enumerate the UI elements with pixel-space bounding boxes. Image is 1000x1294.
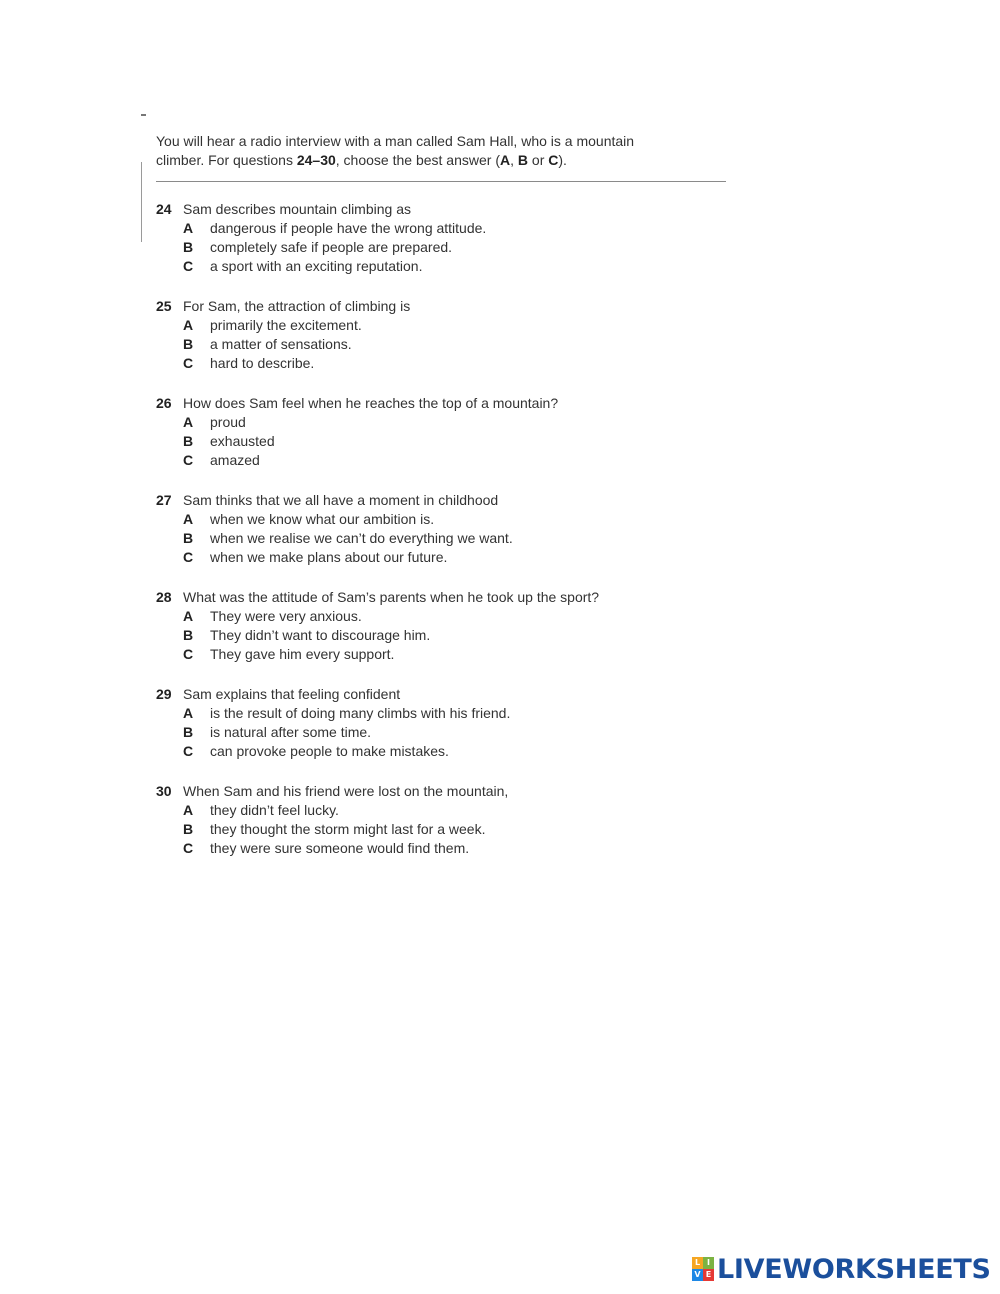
logo-icon-tile: V	[692, 1269, 703, 1281]
option-letter: B	[183, 239, 194, 255]
answer-option-a[interactable]	[156, 704, 756, 723]
question-number: 26	[156, 395, 172, 411]
option-letter: B	[183, 530, 194, 546]
answer-option-c[interactable]	[156, 645, 756, 664]
question-text: Sam explains that feeling confident	[183, 686, 401, 702]
option-text: can provoke people to make mistakes.	[210, 743, 449, 759]
instructions	[156, 132, 736, 170]
question-29	[156, 685, 756, 761]
option-text: They were very anxious.	[210, 608, 362, 624]
question-text: How does Sam feel when he reaches the top of a mountain?	[183, 395, 559, 411]
instructions-text: , choose the best answer (	[335, 152, 500, 168]
answer-option-b[interactable]	[156, 626, 756, 645]
question-stem	[156, 491, 756, 510]
instructions-line-1: You will hear a radio interview with a man called Sam Hall, who is a mountain	[156, 133, 635, 149]
question-number: 24	[156, 201, 172, 217]
question-30	[156, 782, 756, 858]
option-letter: B	[183, 821, 194, 837]
option-b-label: B	[517, 152, 529, 168]
question-27	[156, 491, 756, 567]
answer-option-b[interactable]	[156, 723, 756, 742]
question-stem	[156, 588, 756, 607]
option-letter: A	[183, 317, 194, 333]
option-text: completely safe if people are prepared.	[210, 239, 453, 255]
option-text: is the result of doing many climbs with his friend.	[210, 705, 511, 721]
margin-rule	[141, 162, 142, 242]
option-text: when we know what our ambition is.	[210, 511, 435, 527]
option-letter: A	[183, 705, 194, 721]
liveworksheets-logo-icon	[692, 1257, 714, 1281]
question-26	[156, 394, 756, 470]
option-text: They didn’t want to discourage him.	[210, 627, 431, 643]
option-letter: C	[183, 258, 194, 274]
option-text: when we make plans about our future.	[210, 549, 448, 565]
option-a-label: A	[499, 152, 511, 168]
option-text: a sport with an exciting reputation.	[210, 258, 423, 274]
liveworksheets-logo	[692, 1253, 991, 1285]
option-letter: B	[183, 627, 194, 643]
option-text: they didn’t feel lucky.	[210, 802, 339, 818]
question-stem	[156, 394, 756, 413]
instructions-text: or	[528, 152, 549, 168]
option-text: they thought the storm might last for a week.	[210, 821, 486, 837]
question-24	[156, 200, 756, 276]
answer-option-c[interactable]	[156, 839, 756, 858]
option-letter: C	[183, 840, 194, 856]
answer-option-b[interactable]	[156, 820, 756, 839]
instructions-text: ,	[510, 152, 518, 168]
option-text: proud	[210, 414, 246, 430]
option-text: primarily the excitement.	[210, 317, 362, 333]
answer-option-a[interactable]	[156, 219, 756, 238]
question-number: 29	[156, 686, 172, 702]
question-number: 25	[156, 298, 172, 314]
option-text: exhausted	[210, 433, 275, 449]
option-text: hard to describe.	[210, 355, 315, 371]
logo-icon-tile: I	[703, 1257, 714, 1269]
instructions-text: climber. For questions	[156, 152, 297, 168]
question-stem	[156, 200, 756, 219]
option-c-label: C	[548, 152, 559, 168]
question-stem	[156, 685, 756, 704]
option-letter: A	[183, 608, 194, 624]
option-text: They gave him every support.	[210, 646, 395, 662]
answer-option-b[interactable]	[156, 335, 756, 354]
logo-text: LIVEWORKSHEETS	[717, 1253, 991, 1285]
option-letter: A	[183, 802, 194, 818]
answer-option-b[interactable]	[156, 432, 756, 451]
instructions-text: ).	[558, 152, 567, 168]
question-28	[156, 588, 756, 664]
question-text: Sam thinks that we all have a moment in childhood	[183, 492, 499, 508]
answer-option-c[interactable]	[156, 354, 756, 373]
answer-option-c[interactable]	[156, 451, 756, 470]
option-letter: A	[183, 220, 194, 236]
answer-option-a[interactable]	[156, 607, 756, 626]
option-letter: A	[183, 511, 194, 527]
option-text: dangerous if people have the wrong attitude.	[210, 220, 487, 236]
scan-mark	[141, 114, 146, 116]
option-letter: C	[183, 743, 194, 759]
question-list	[156, 200, 756, 879]
option-text: when we realise we can’t do everything we want.	[210, 530, 513, 546]
question-number: 27	[156, 492, 172, 508]
option-text: amazed	[210, 452, 260, 468]
logo-icon-tile: L	[692, 1257, 703, 1269]
question-25	[156, 297, 756, 373]
question-text: When Sam and his friend were lost on the mountain,	[183, 783, 509, 799]
option-letter: C	[183, 355, 194, 371]
answer-option-c[interactable]	[156, 548, 756, 567]
answer-option-c[interactable]	[156, 257, 756, 276]
instructions-line-2	[156, 151, 736, 170]
option-text: a matter of sensations.	[210, 336, 352, 352]
answer-option-a[interactable]	[156, 413, 756, 432]
question-stem	[156, 782, 756, 801]
answer-option-a[interactable]	[156, 801, 756, 820]
option-letter: B	[183, 336, 194, 352]
answer-option-b[interactable]	[156, 529, 756, 548]
question-text: For Sam, the attraction of climbing is	[183, 298, 411, 314]
question-number: 28	[156, 589, 172, 605]
option-letter: C	[183, 452, 194, 468]
option-letter: C	[183, 549, 194, 565]
answer-option-a[interactable]	[156, 316, 756, 335]
logo-icon-tile: E	[703, 1269, 714, 1281]
question-stem	[156, 297, 756, 316]
question-text: What was the attitude of Sam’s parents when he took up the sport?	[183, 589, 600, 605]
option-letter: A	[183, 414, 194, 430]
option-letter: B	[183, 433, 194, 449]
question-text: Sam describes mountain climbing as	[183, 201, 411, 217]
option-letter: B	[183, 724, 194, 740]
answer-option-a[interactable]	[156, 510, 756, 529]
option-letter: C	[183, 646, 194, 662]
question-range: 24–30	[296, 152, 336, 168]
question-number: 30	[156, 783, 172, 799]
answer-option-b[interactable]	[156, 238, 756, 257]
answer-option-c[interactable]	[156, 742, 756, 761]
option-text: is natural after some time.	[210, 724, 372, 740]
option-text: they were sure someone would find them.	[210, 840, 470, 856]
divider	[156, 181, 726, 182]
